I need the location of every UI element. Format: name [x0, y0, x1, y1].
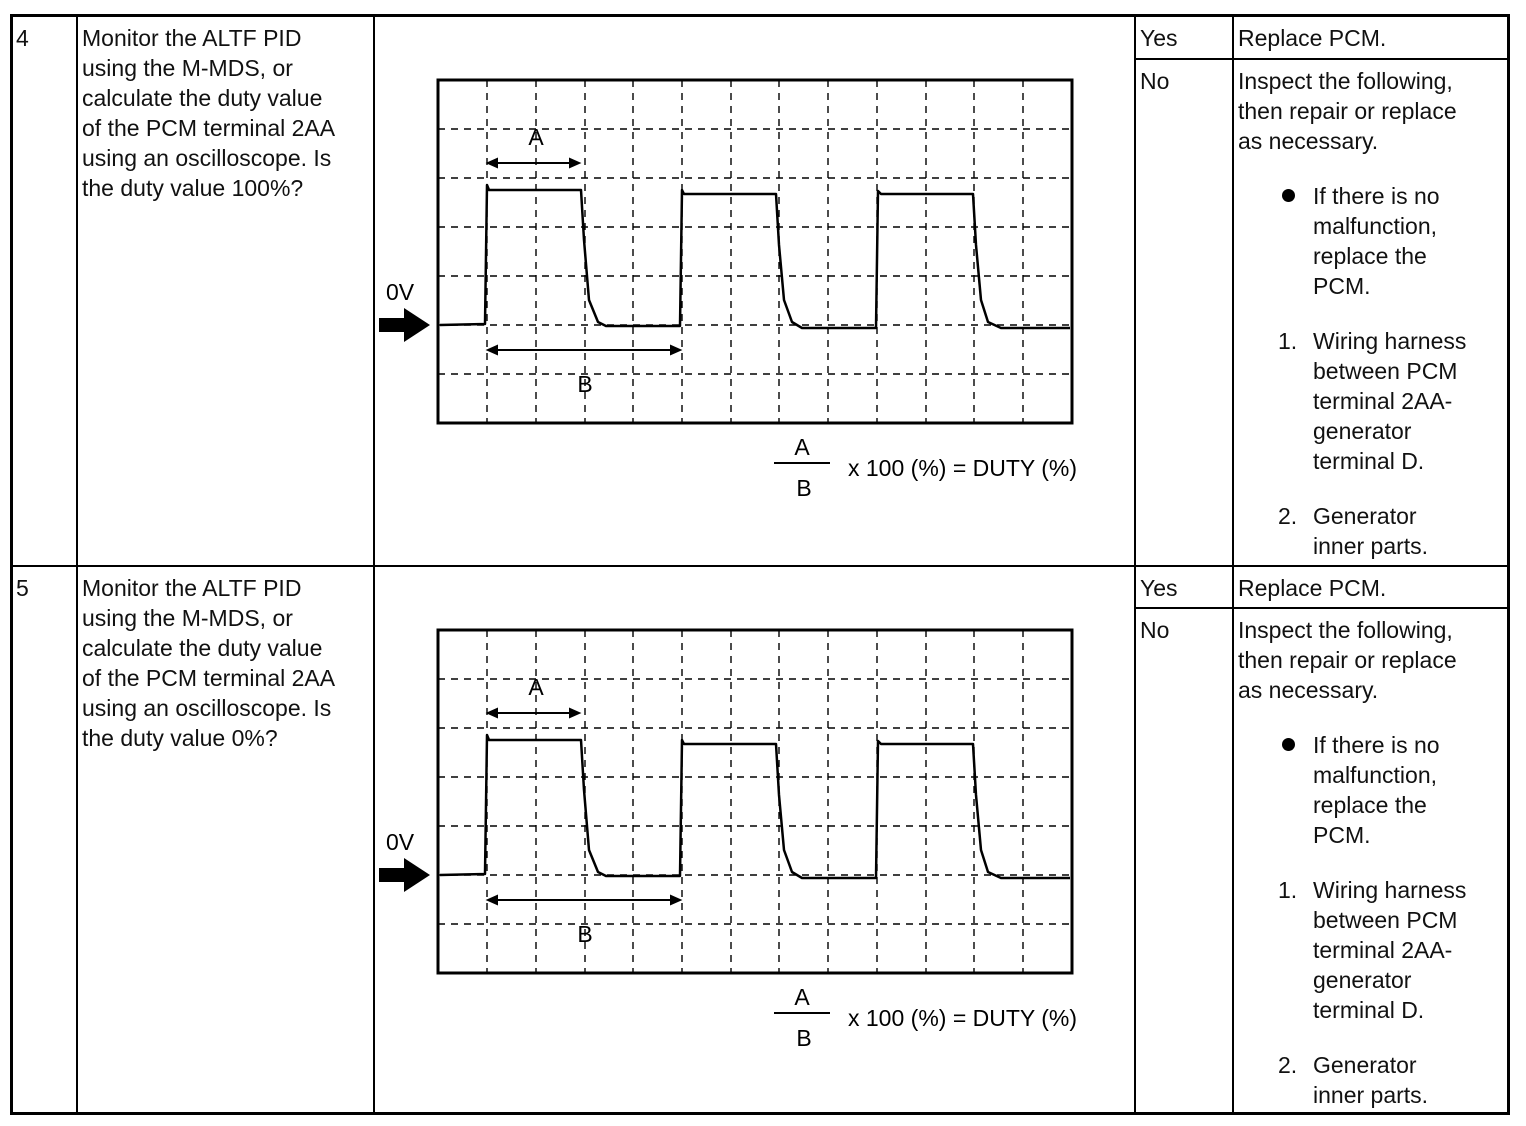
row-divider [11, 565, 1508, 567]
list-number: 1. [1278, 877, 1298, 903]
formula-text: x 100 (%) = DUTY (%) [848, 455, 1077, 481]
yes-action: Replace PCM. [1238, 25, 1387, 51]
list-number: 1. [1278, 328, 1298, 354]
label-b: B [577, 371, 593, 397]
formula-numerator: A [794, 434, 810, 460]
column-divider-result [1232, 15, 1234, 1113]
formula-denominator: B [796, 475, 812, 501]
label-b: B [577, 921, 593, 947]
list-number: 2. [1278, 503, 1298, 529]
oscilloscope-waveform [376, 610, 1136, 1080]
oscilloscope-waveform [376, 60, 1136, 530]
zero-volt-label: 0V [386, 279, 415, 305]
square-wave-trace [440, 185, 1070, 328]
list-number: 2. [1278, 1052, 1298, 1078]
yes-action: Replace PCM. [1238, 575, 1387, 601]
bullet-icon [1282, 738, 1295, 751]
bullet-icon [1282, 189, 1295, 202]
label-a: A [528, 674, 544, 700]
label-a: A [528, 124, 544, 150]
zero-volt-label: 0V [386, 829, 415, 855]
yes-no-divider-row-4 [1134, 58, 1508, 60]
yes-label: Yes [1140, 575, 1178, 601]
column-divider-step [76, 15, 78, 1113]
square-wave-trace [440, 735, 1070, 878]
no-label: No [1140, 68, 1170, 94]
step-number: 4 [16, 25, 29, 51]
oscilloscope-figure [376, 610, 1136, 1080]
yes-no-divider-row-5 [1134, 607, 1508, 609]
step-number: 5 [16, 575, 29, 601]
zero-volt-arrow-icon [379, 858, 430, 892]
yes-label: Yes [1140, 25, 1178, 51]
formula-numerator: A [794, 984, 810, 1010]
column-divider-question [373, 15, 375, 1113]
formula-denominator: B [796, 1025, 812, 1051]
zero-volt-arrow-icon [379, 308, 430, 342]
oscilloscope-figure [376, 60, 1136, 530]
formula-text: x 100 (%) = DUTY (%) [848, 1005, 1077, 1031]
no-label: No [1140, 617, 1170, 643]
